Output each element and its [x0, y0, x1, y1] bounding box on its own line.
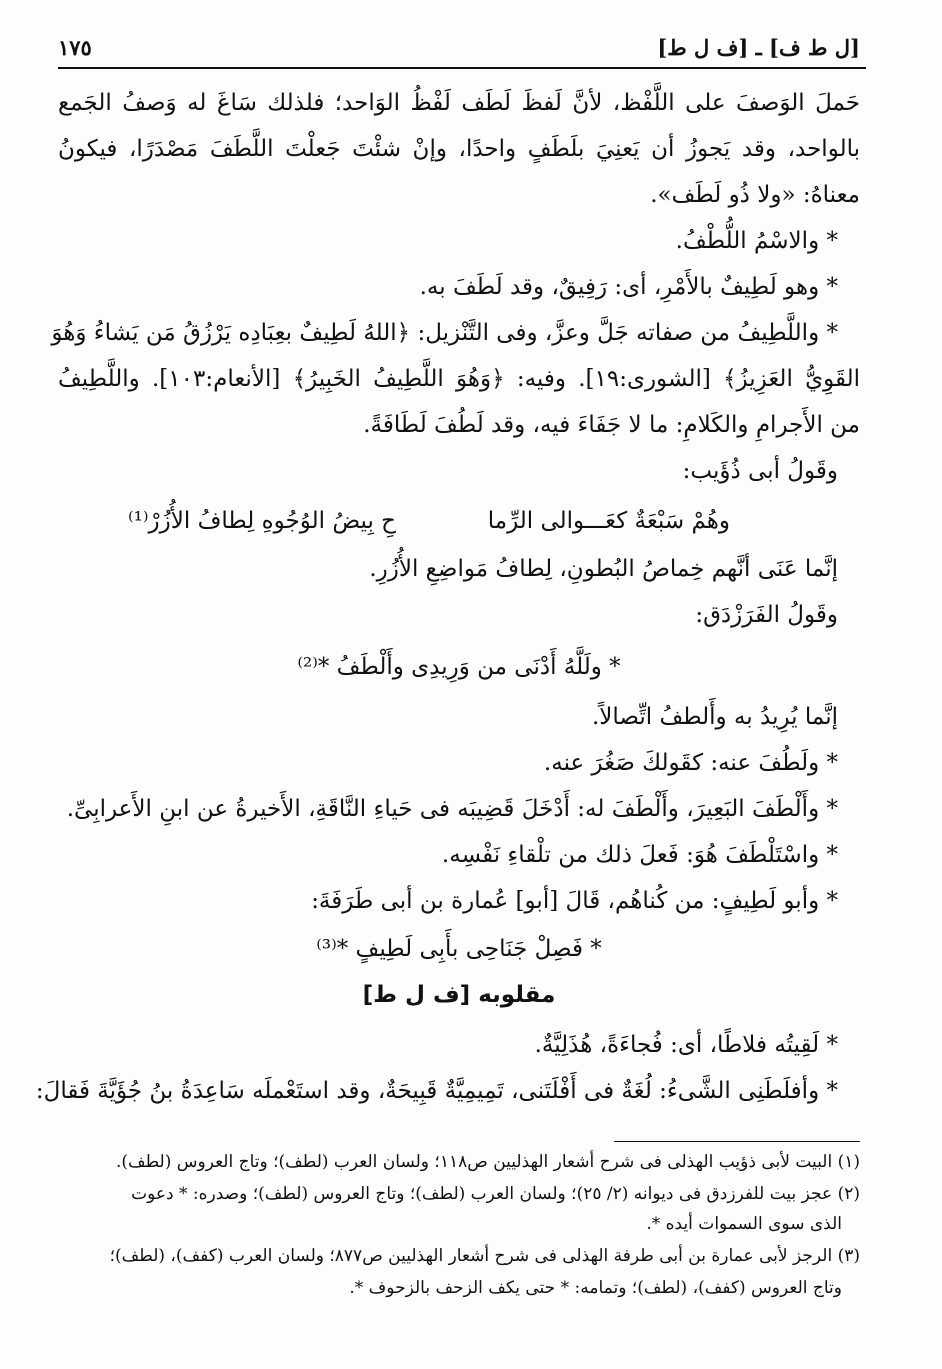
- page-number: ١٧٥: [58, 34, 92, 60]
- footnote-line: (١) البيت لأبى ذؤيب الهذلى فى شرح أشعار الهذليين ص١١٨؛ ولسان العرب (لطف)؛ وتاج العروس (لطف).: [115, 1152, 860, 1172]
- text-line: إنَّما يُرِيدُ به وأَلطفُ اتِّصالاً.: [592, 704, 838, 730]
- section-heading: مقلوبه [ف ل ط]: [362, 982, 556, 1008]
- text-line: وقَولُ الفَرَزْدَق:: [695, 602, 838, 628]
- text-line: * وهو لَطِيفٌ بالأَمْرِ، أى: رَفِيقٌ، وقد لَطَفَ به.: [419, 274, 838, 300]
- text-line: وقَولُ أبى ذُؤَيب:: [682, 458, 838, 484]
- text-line: * واللَّطِيفُ من صفاته جَلَّ وعزَّ، وفى التَّنْزيل: ﴿اللهُ لَطِيفٌ بعِبَادِه يَرْزُقُ مَن يَشاءُ وَهُوَ: [51, 320, 838, 346]
- verse-second-hemistich: حِ بِيضُ الوُجُوهِ لِطافُ الأُزُرْ⁽¹⁾: [128, 508, 397, 534]
- text-line: معناهُ: «ولا ذُو لَطَف».: [650, 182, 860, 208]
- footnote-line: وتاج العروس (كفف)، (لطف)؛ وتمامه: * حتى يكف الزحف بالزحوف *.: [349, 1278, 842, 1298]
- verse-line: * ولَلَّهُ أَدْنَى من وَرِيدِى وأَلْطَفُ *⁽²⁾: [297, 654, 621, 680]
- text-line: * والاسْمُ اللُّطْفُ.: [675, 228, 838, 254]
- text-line: حَملَ الوَصفَ على اللَّفْظ، لأنَّ لَفظَ لَطَف لَفْظُ الوَاحد؛ فلذلك سَاغَ له وَصفُ الجَمع: [58, 90, 860, 116]
- text-line: * وأفلَطَنِى الشَّىءُ: لُغَةٌ فى أَفْلَتَنى، تَمِيمِيَّةٌ قَبِيحَةٌ، وقد استَعْملَه سَاعِدَةُ بنُ جُؤَيَّةَ فَقالَ:: [35, 1078, 838, 1104]
- text-line: * ولَطُفَ عنه: كقَولكَ صَغُرَ عنه.: [543, 750, 838, 776]
- text-line: القَوِيُّ العَزِيزُ﴾ [الشورى:١٩]. وفيه: ﴿وَهُوَ اللَّطِيفُ الخَبِيرُ﴾ [الأنعام:١٠٣]. واللَّطِيفُ: [58, 366, 860, 392]
- text-line: * واسْتَلْطَفَ هُوَ: فَعلَ ذلك من تلْقاءِ نَفْسِه.: [441, 842, 838, 868]
- verse-line: * فَصِلْ جَنَاحِى بأَبِى لَطِيفٍ *⁽³⁾: [316, 936, 602, 962]
- verse-first-hemistich: وهُمْ سَبْعَةٌ كعَـــوالى الرِّما: [487, 508, 730, 534]
- root-label: [ل ط ف] ـ [ف ل ط]: [657, 34, 860, 60]
- footnote-line: (٢) عجز بيت للفرزدق فى ديوانه (٢/ ٢٥)؛ ولسان العرب (لطف)؛ وتاج العروس (لطف)؛ وصدره: * دعوت: [131, 1184, 860, 1204]
- text-line: * وأبو لَطِيفٍ: من كُناهُم، قَالَ [أبو] عُمارة بن أبى طَرَفَةَ:: [311, 888, 838, 914]
- text-line: * وأَلْطَفَ البَعِيرَ، وأَلْطَفَ له: أَدْخَلَ قَضِيبَه فى حَياءِ النَّاقَةِ، الأَخيرةُ عن ابنِ الأَعرابِىِّ.: [66, 796, 838, 822]
- footnote-rule: [614, 1141, 860, 1142]
- footnote-line: (٣) الرجز لأبى عمارة بن أبى طرفة الهذلى فى شرح أشعار الهذليين ص٨٧٧؛ ولسان العرب (كفف)، (لطف)؛: [109, 1246, 860, 1266]
- text-line: * لَقِيتُه فلاطًا، أى: فُجاءَةً، هُذَلِيَّةٌ.: [534, 1032, 838, 1058]
- text-line: بالواحد، وقد يَجوزُ أن يَعنِيَ بلَطَفٍ واحدًا، وإنْ شئْتَ جَعلْتَ اللَّطَفَ مَصْدَرًا، فيكونُ: [58, 136, 860, 162]
- text-line: من الأَجرامِ والكَلامِ: ما لا جَفَاءَ فيه، وقد لَطُفَ لَطَافَةً.: [363, 412, 860, 438]
- header-rule: [58, 67, 866, 69]
- running-header: [58, 30, 860, 64]
- text-line: إنَّما عَنَى أنَّهم خِماصُ البُطونِ، لِطافُ مَواضِعِ الأُزُرِ.: [369, 556, 838, 582]
- footnote-line: الذى سوى السموات أيده *.: [646, 1214, 842, 1234]
